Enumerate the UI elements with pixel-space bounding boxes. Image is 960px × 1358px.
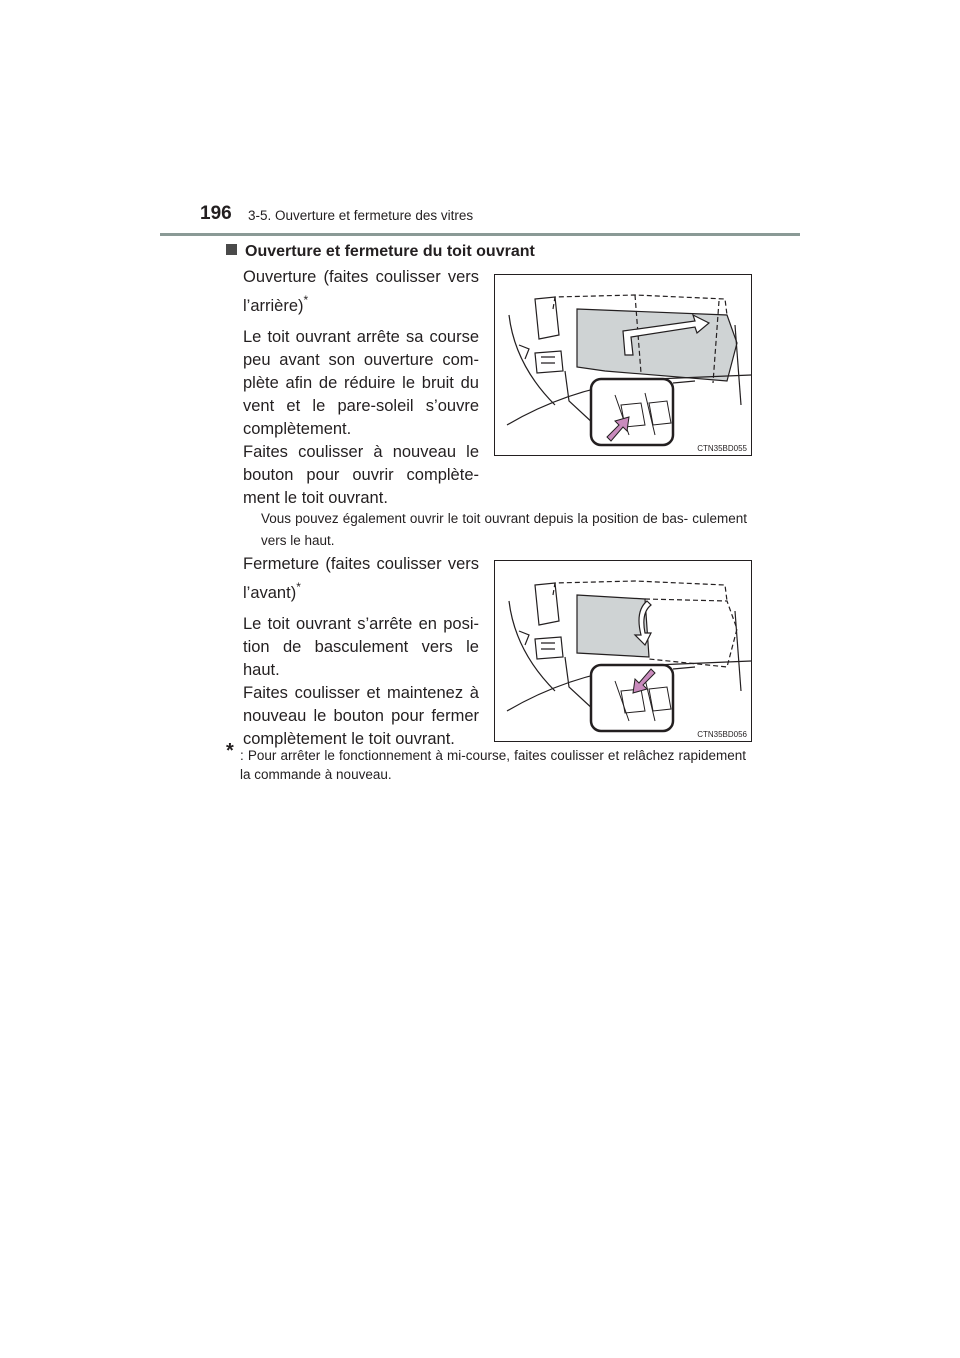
footnote-text: : Pour arrêter le fonctionnement à mi-course, faites coulisser et relâchez rapidement la commande à nouveau. — [240, 748, 746, 782]
sunroof-close-illustration — [495, 561, 751, 741]
section-square-icon — [226, 244, 237, 255]
header-rule — [160, 233, 800, 236]
opening-text1: Le toit ouvrant arrête sa course peu avant son ouverture com- plète afin de réduire le bruit du vent et le pare-soleil s’ouvre complètement. — [243, 328, 479, 438]
opening-label: Ouverture (faites coulisser vers l’arrière)* — [243, 268, 479, 315]
closing-asterisk: * — [296, 580, 301, 594]
sunroof-open-illustration — [495, 275, 751, 455]
opening-text2: Faites coulisser à nouveau le bouton pour ouvrir complète- ment le toit ouvrant. — [243, 443, 479, 507]
section-title-text: Ouverture et fermeture du toit ouvrant — [245, 243, 535, 260]
opening-asterisk: * — [303, 293, 309, 307]
figure-code-2: CTN35BD056 — [697, 730, 747, 739]
figure-sunroof-close — [494, 560, 752, 742]
closing-paragraph — [243, 553, 479, 751]
closing-text1: Le toit ouvrant s’arrête en posi- tion de basculement vers le haut. — [243, 615, 479, 679]
opening-paragraph — [243, 266, 479, 510]
figure-code-1: CTN35BD055 — [697, 444, 747, 453]
chapter-title: 3-5. Ouverture et fermeture des vitres — [248, 208, 474, 223]
footnote — [226, 740, 746, 784]
closing-text2: Faites coulisser et maintenez à nouveau le bouton pour fermer complètement le toit ouvrant. — [243, 684, 479, 748]
closing-label: Fermeture (faites coulisser vers l’avant)* — [243, 555, 479, 602]
figure-sunroof-open — [494, 274, 752, 456]
opening-note: Vous pouvez également ouvrir le toit ouvrant depuis la position de bas- culement vers le haut. — [261, 511, 747, 548]
page-number: 196 — [200, 203, 232, 224]
section-title — [226, 243, 535, 261]
footnote-asterisk: * — [226, 740, 234, 762]
